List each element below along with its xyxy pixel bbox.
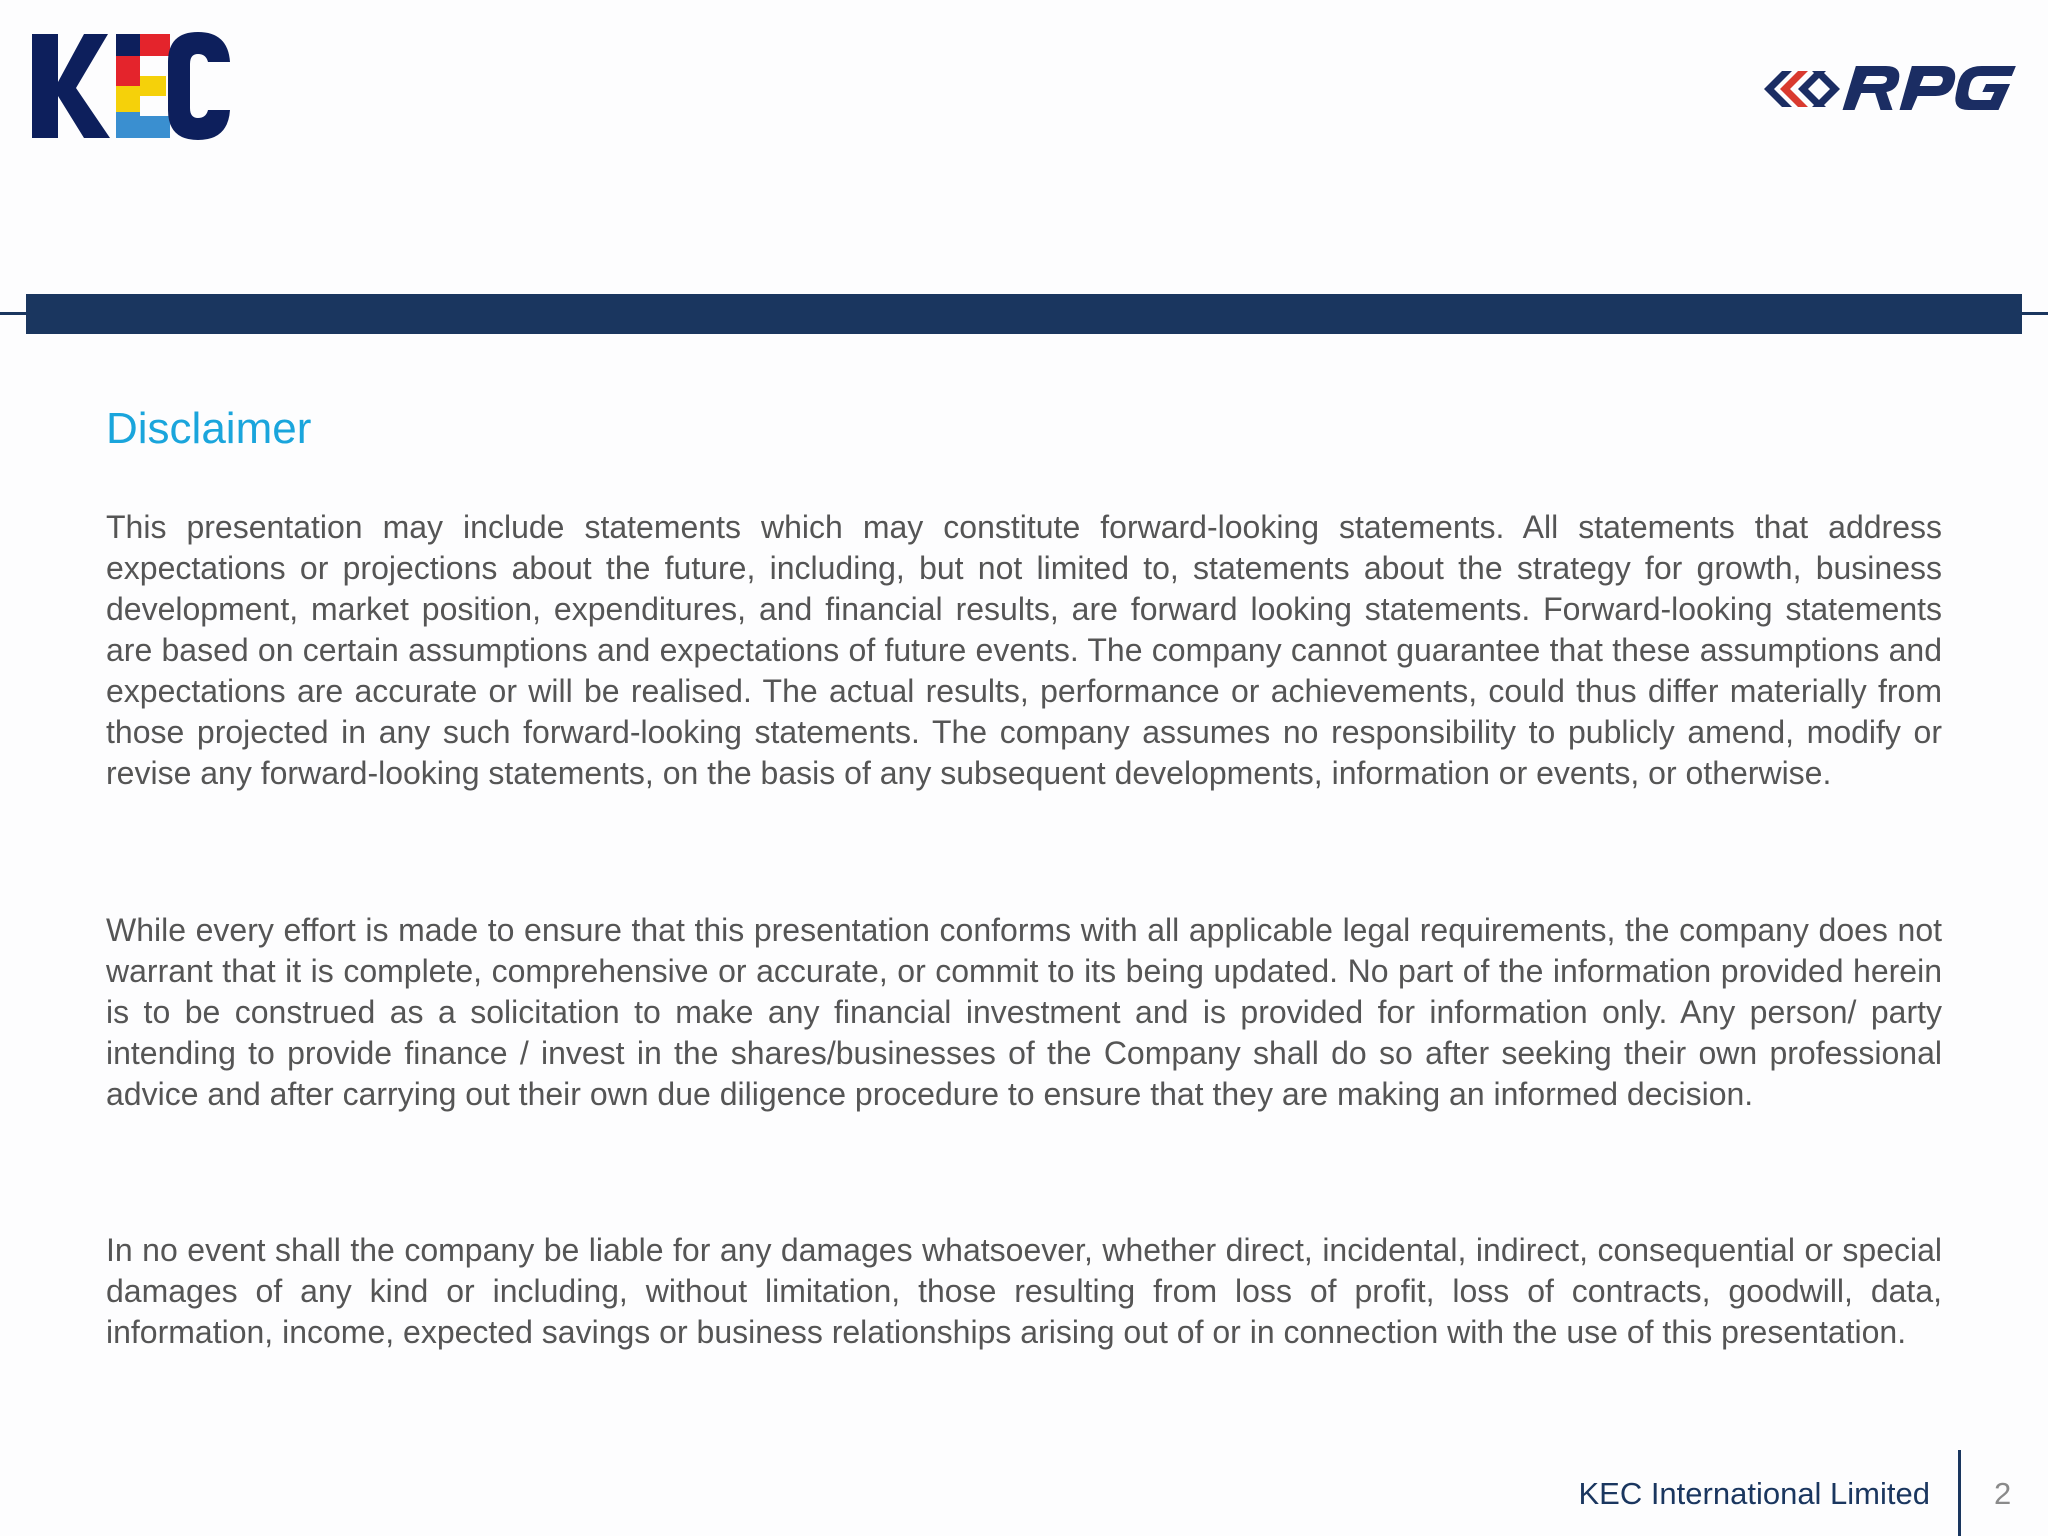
header-band-tick-left: [0, 312, 26, 315]
header-band-tick-right: [2022, 312, 2048, 315]
rpg-logo: [1764, 56, 2022, 122]
footer-company-name: KEC International Limited: [1578, 1476, 1930, 1511]
page-title: Disclaimer: [106, 404, 312, 453]
page-number: 2: [1994, 1476, 2012, 1511]
footer-divider: [1958, 1450, 1961, 1536]
header-band: [26, 294, 2022, 334]
disclaimer-paragraph-1: This presentation may include statements which may constitute forward-looking statements. All statements that address expectations or projections about the future, including, but not limited to, statements about the strategy for growth, business development, market position, expenditures, and financial results, are forward looking statements. Forward-looking statements are based on certain assumptions and expectations of future events. The company cannot guarantee that these assumptions and expectations are accurate or will be realised. The actual results, performance or achievements, could thus differ materially from those projected in any such forward-looking statements. The company assumes no responsibility to publicly amend, modify or revise any forward-looking statements, on the basis of any subsequent developments, information or events, or otherwise.: [106, 509, 1942, 791]
kec-logo: [32, 32, 232, 142]
disclaimer-paragraph-3: In no event shall the company be liable for any damages whatsoever, whether direct, incidental, indirect, consequential or special damages of any kind or including, without limitation, those resulting from loss of profit, loss of contracts, goodwill, data, information, income, expected savings or business relationships arising out of or in connection with the use of this presentation.: [106, 1232, 1942, 1350]
disclaimer-paragraph-2: While every effort is made to ensure that this presentation conforms with all applicable legal requirements, the company does not warrant that it is complete, comprehensive or accurate, or commit to its being updated. No part of the information provided herein is to be construed as a solicitation to make any financial investment and is provided for information only. Any person/ party intending to provide finance / invest in the shares/businesses of the Company shall do so after seeking their own professional advice and after carrying out their own due diligence procedure to ensure that they are making an informed decision.: [106, 912, 1942, 1112]
